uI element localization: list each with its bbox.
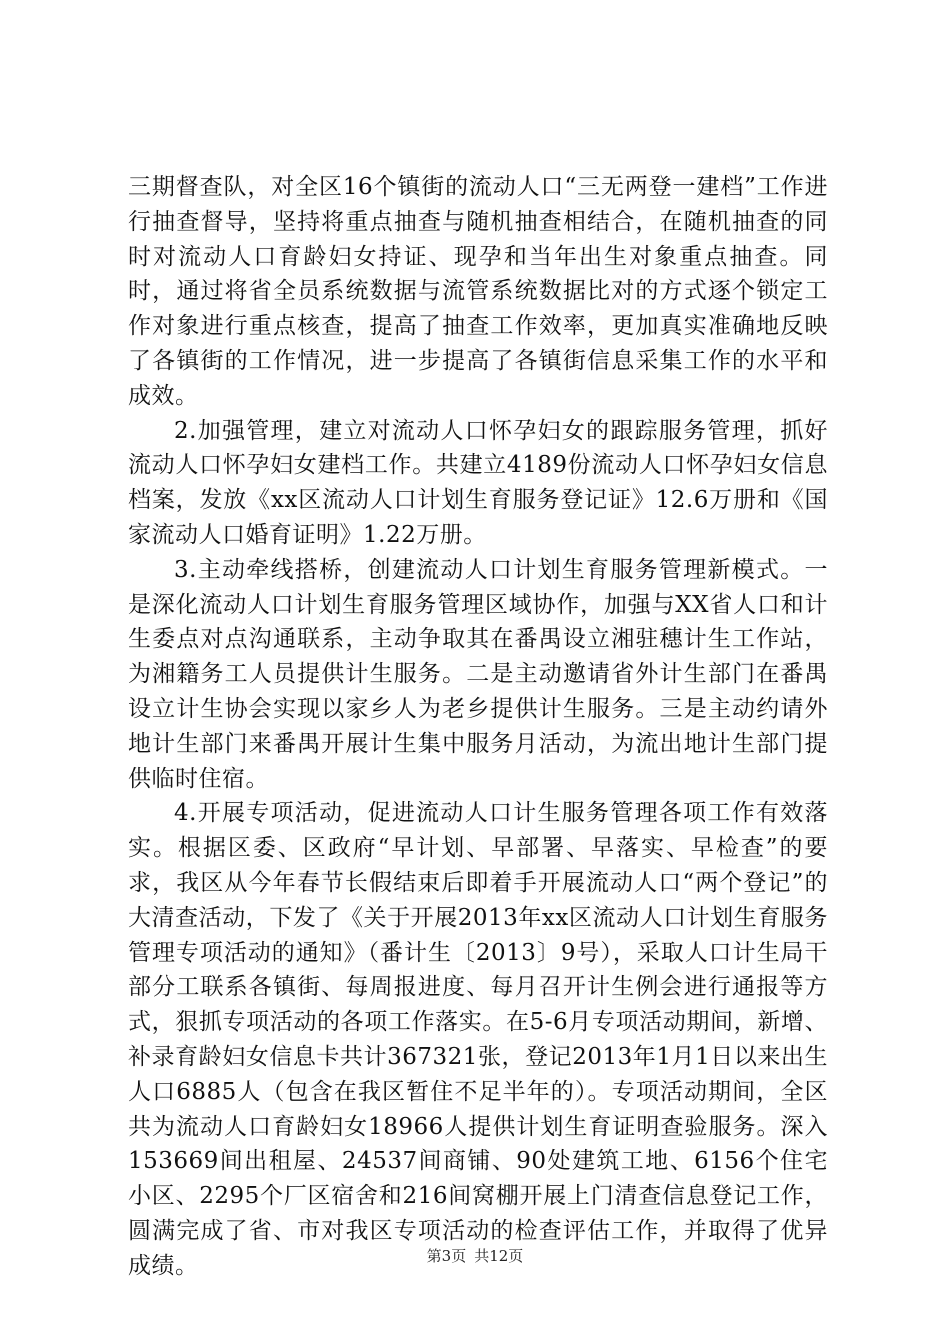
paragraph-continuation: 三期督查队，对全区16个镇街的流动人口“三无两登一建档”工作进行抽查督导，坚持将重点抽查与随机抽查相结合，在随机抽查的同时对流动人口育龄妇女持证、现孕和当年出生对象重点抽查。同时，通过将省全员系统数据与流管系统数据比对的方式逐个锁定工作对象进行重点核查，提高了抽查工作效率，更加真实准确地反映了各镇街的工作情况，进一步提高了各镇街信息采集工作的水平和成效。 <box>128 174 828 409</box>
paragraph-item-2: 2.加强管理，建立对流动人口怀孕妇女的跟踪服务管理，抓好流动人口怀孕妇女建档工作。共建立4189份流动人口怀孕妇女信息档案，发放《xx区流动人口计划生育服务登记证》12.6万册和《国家流动人口婚育证明》1.22万册。 <box>128 417 828 548</box>
paragraph-item-4: 4.开展专项活动，促进流动人口计生服务管理各项工作有效落实。根据区委、区政府“早计划、早部署、早落实、早检查”的要求，我区从今年春节长假结束后即着手开展流动人口“两个登记”的大清查活动，下发了《关于开展2013年xx区流动人口计划生育服务管理专项活动的通知》（番计生〔2013〕9号），采取人口计生局干部分工联系各镇街、每周报进度、每月召开计生例会进行通报等方式，狠抓专项活动的各项工作落实。在5-6月专项活动期间，新增、补录育龄妇女信息卡共计367321张，登记2013年1月1日以来出生人口6885人（包含在我区暂住不足半年的）。专项活动期间，全区共为流动人口育龄妇女18966人提供计划生育证明查验服务。深入153669间出租屋、24537间商铺、90处建筑工地、6156个住宅小区、2295个厂区宿舍和216间窝棚开展上门清查信息登记工作，圆满完成了省、市对我区专项活动的检查评估工作，并取得了优异成绩。 <box>128 800 828 1279</box>
document-body <box>128 170 828 1284</box>
paragraph-item-3: 3.主动牵线搭桥，创建流动人口计划生育服务管理新模式。一是深化流动人口计划生育服务管理区域协作，加强与XX省人口和计生委点对点沟通联系，主动争取其在番禺设立湘驻穗计生工作站，为湘籍务工人员提供计生服务。二是主动邀请省外计生部门在番禺设立计生协会实现以家乡人为老乡提供计生服务。三是主动约请外地计生部门来番禺开展计生集中服务月活动，为流出地计生部门提供临时住宿。 <box>128 556 828 792</box>
page-number-current: 第3页 <box>426 1247 467 1265</box>
page-number-total: 共12页 <box>474 1247 524 1265</box>
page-footer <box>0 1245 950 1266</box>
